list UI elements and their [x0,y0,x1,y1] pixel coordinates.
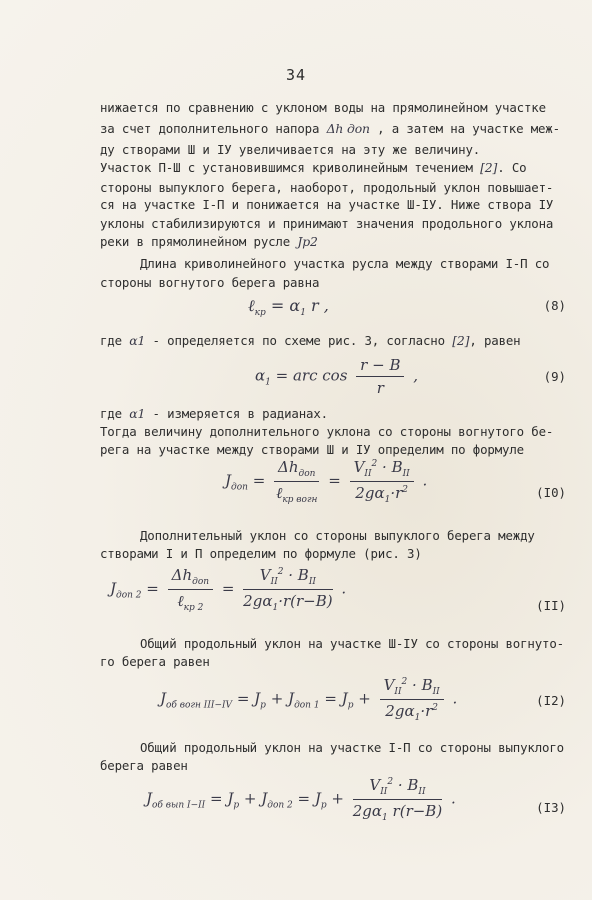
citation-ref: [2] [480,160,498,175]
text-line: берега равен [100,758,188,773]
text-line: нижается по сравнению с уклоном воды на прямолинейном участке [100,100,546,115]
text-line: реки в прямолинейном русле Jр2 [100,234,318,249]
page-number: 34 [285,66,307,84]
formula-13: $J_{об вып I-II} = J_р + J_{доп 2} = J_р$ + $\frac{V_{II}^2 \cdot B_{II}}{2g\alpha_1 r(r-B)}$ . [146,776,456,823]
text-line: стороны выпуклого берега, наоборот, продольный уклон повышает- [100,180,554,195]
alpha-symbol: α1 [129,406,146,421]
text-line: Участок П-Ш с установившимся криволинейным течением [2]. Со [100,160,527,175]
citation-ref: [2] [452,333,470,348]
text-line: где α1 - измеряется в радианах. [100,406,328,421]
text-line: за счет дополнительного напора Δh доп , а затем на участке меж- [100,121,560,136]
handwritten-symbol: Δh доп [326,121,370,136]
text-line: го берега равен [100,654,210,669]
text-line: Длина криволинейного участка русла между створами I-П со [140,256,550,271]
formula-12: $J_{об вогн III-IV} = J_р + J_{доп 1} = J_р$ + $\frac{V_{II}^2 \cdot B_{II}}{2g\alpha_1\cdot r^2}$ . [160,676,458,723]
formula-11: $J_{доп 2}$ = $\frac{\Delta h_{доп}}{\ell_{кр 2}}$ = $\frac{V_{II}^2 \cdot B_{II}}{2g\alpha_1\cdot r(r-B)}$ . [110,566,347,613]
formula-8: ℓ$_{кр}$ = $\alpha_1$ r , [248,296,329,319]
equation-number: (I2) [536,693,566,708]
equation-number: (II) [536,598,566,613]
text-line: ду створами Ш и IУ увеличивается на эту же величину. [100,142,481,157]
text-line: уклоны стабилизируются и принимают значения продольного уклона [100,216,554,231]
text-line: ся на участке I-П и понижается на участке Ш-IУ. Ниже створа IУ [100,197,554,212]
equation-number: (I3) [536,800,566,815]
text-line: стороны вогнутого берега равна [100,275,320,290]
text-line: Тогда величину дополнительного уклона со стороны вогнутого бе- [100,424,554,439]
text-line: где α1 - определяется по схеме рис. 3, согласно [2], равен [100,333,521,348]
formula-9: $\alpha_1$ = arc cos $\frac{r - B}{r}$ , [255,356,419,397]
alpha-symbol: α1 [129,333,146,348]
text-line: Общий продольный уклон на участке Ш-IУ со стороны вогнуто- [140,636,564,651]
equation-number: (8) [543,298,566,313]
equation-number: (I0) [536,485,566,500]
text-line: Дополнительный уклон со стороны выпуклого берега между [140,528,535,543]
handwritten-symbol: Jр2 [297,234,318,249]
formula-10: $J_{доп}$ = $\frac{\Delta h_{доп}}{\ell_{кр вогн}}$ = $\frac{V_{II}^2 \cdot B_{II}}{2g\alpha_1\cdot r^2}$ . [225,458,428,505]
text-line: створами I и П определим по формуле (рис. 3) [100,546,422,561]
text-line: Общий продольный уклон на участке I-П со стороны выпуклого [140,740,564,755]
equation-number: (9) [543,369,566,384]
text-line: рега на участке между створами Ш и IУ определим по формуле [100,442,524,457]
